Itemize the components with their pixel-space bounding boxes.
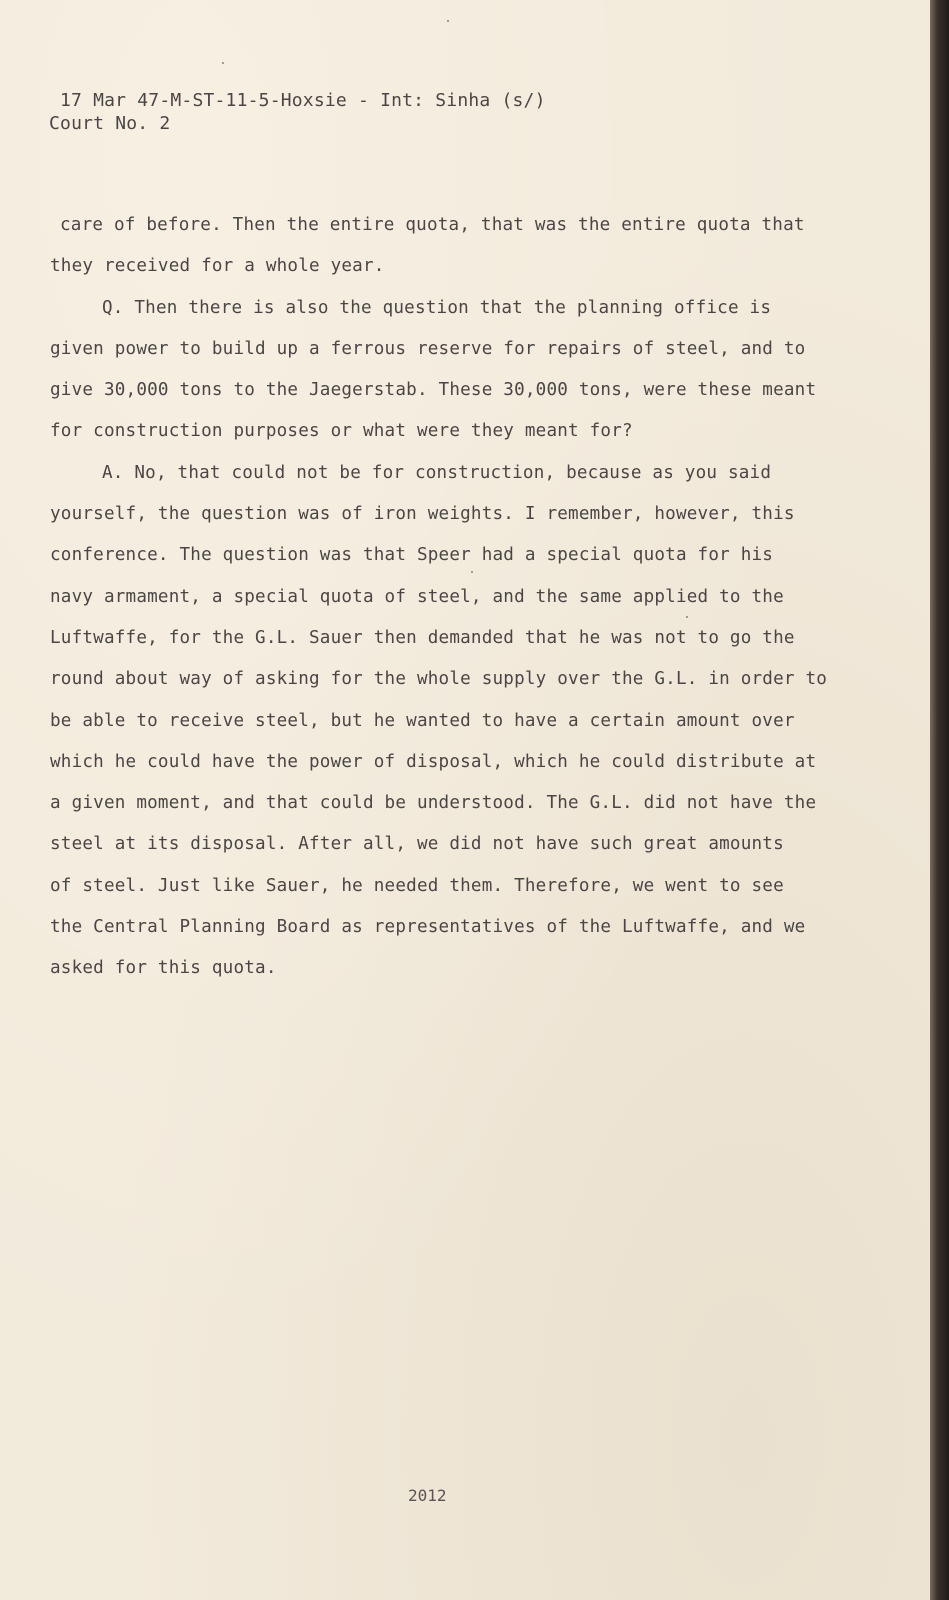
text-line: the Central Planning Board as representatives of the Luftwaffe, and we (50, 917, 806, 938)
answer-paragraph-start: A. No, that could not be for construction, because as you said (102, 462, 772, 483)
text-line: be able to receive steel, but he wanted to have a certain amount over (50, 710, 795, 731)
text-line: navy armament, a special quota of steel, and the same applied to the (50, 586, 784, 607)
text-line: round about way of asking for the whole supply over the G.L. in order to (50, 669, 828, 690)
text-line: which he could have the power of disposal, which he could distribute at (50, 751, 817, 772)
paper-speck (447, 20, 449, 22)
text-line: of steel. Just like Sauer, he needed them. Therefore, we went to see (50, 875, 784, 896)
question-paragraph-start: Q. Then there is also the question that the planning office is (102, 297, 772, 318)
page-number: 2012 (408, 1486, 447, 1505)
scan-edge-shadow (930, 0, 949, 1600)
paper-speck (471, 571, 473, 573)
transcript-body (50, 205, 828, 990)
paper-speck (686, 616, 688, 618)
text-line: a given moment, and that could be understood. The G.L. did not have the (50, 793, 817, 814)
text-line: conference. The question was that Speer had a special quota for his (50, 545, 774, 566)
paper-speck (222, 62, 224, 64)
text-line: asked for this quota. (50, 958, 277, 979)
text-line: for construction purposes or what were they meant for? (50, 421, 633, 442)
text-line: Luftwaffe, for the G.L. Sauer then demanded that he was not to go the (50, 627, 795, 648)
text-line: give 30,000 tons to the Jaegerstab. These 30,000 tons, were these meant (50, 380, 817, 401)
header-reference-line: 17 Mar 47-M-ST-11-5-Hoxsie - Int: Sinha (s/) (60, 90, 546, 111)
text-line: they received for a whole year. (50, 256, 385, 277)
text-line: care of before. Then the entire quota, that was the entire quota that (60, 215, 805, 235)
text-line: given power to build up a ferrous reserve for repairs of steel, and to (50, 338, 806, 359)
header-court-line: Court No. 2 (49, 113, 171, 134)
text-line: steel at its disposal. After all, we did not have such great amounts (50, 834, 784, 855)
text-line: yourself, the question was of iron weights. I remember, however, this (50, 504, 795, 525)
